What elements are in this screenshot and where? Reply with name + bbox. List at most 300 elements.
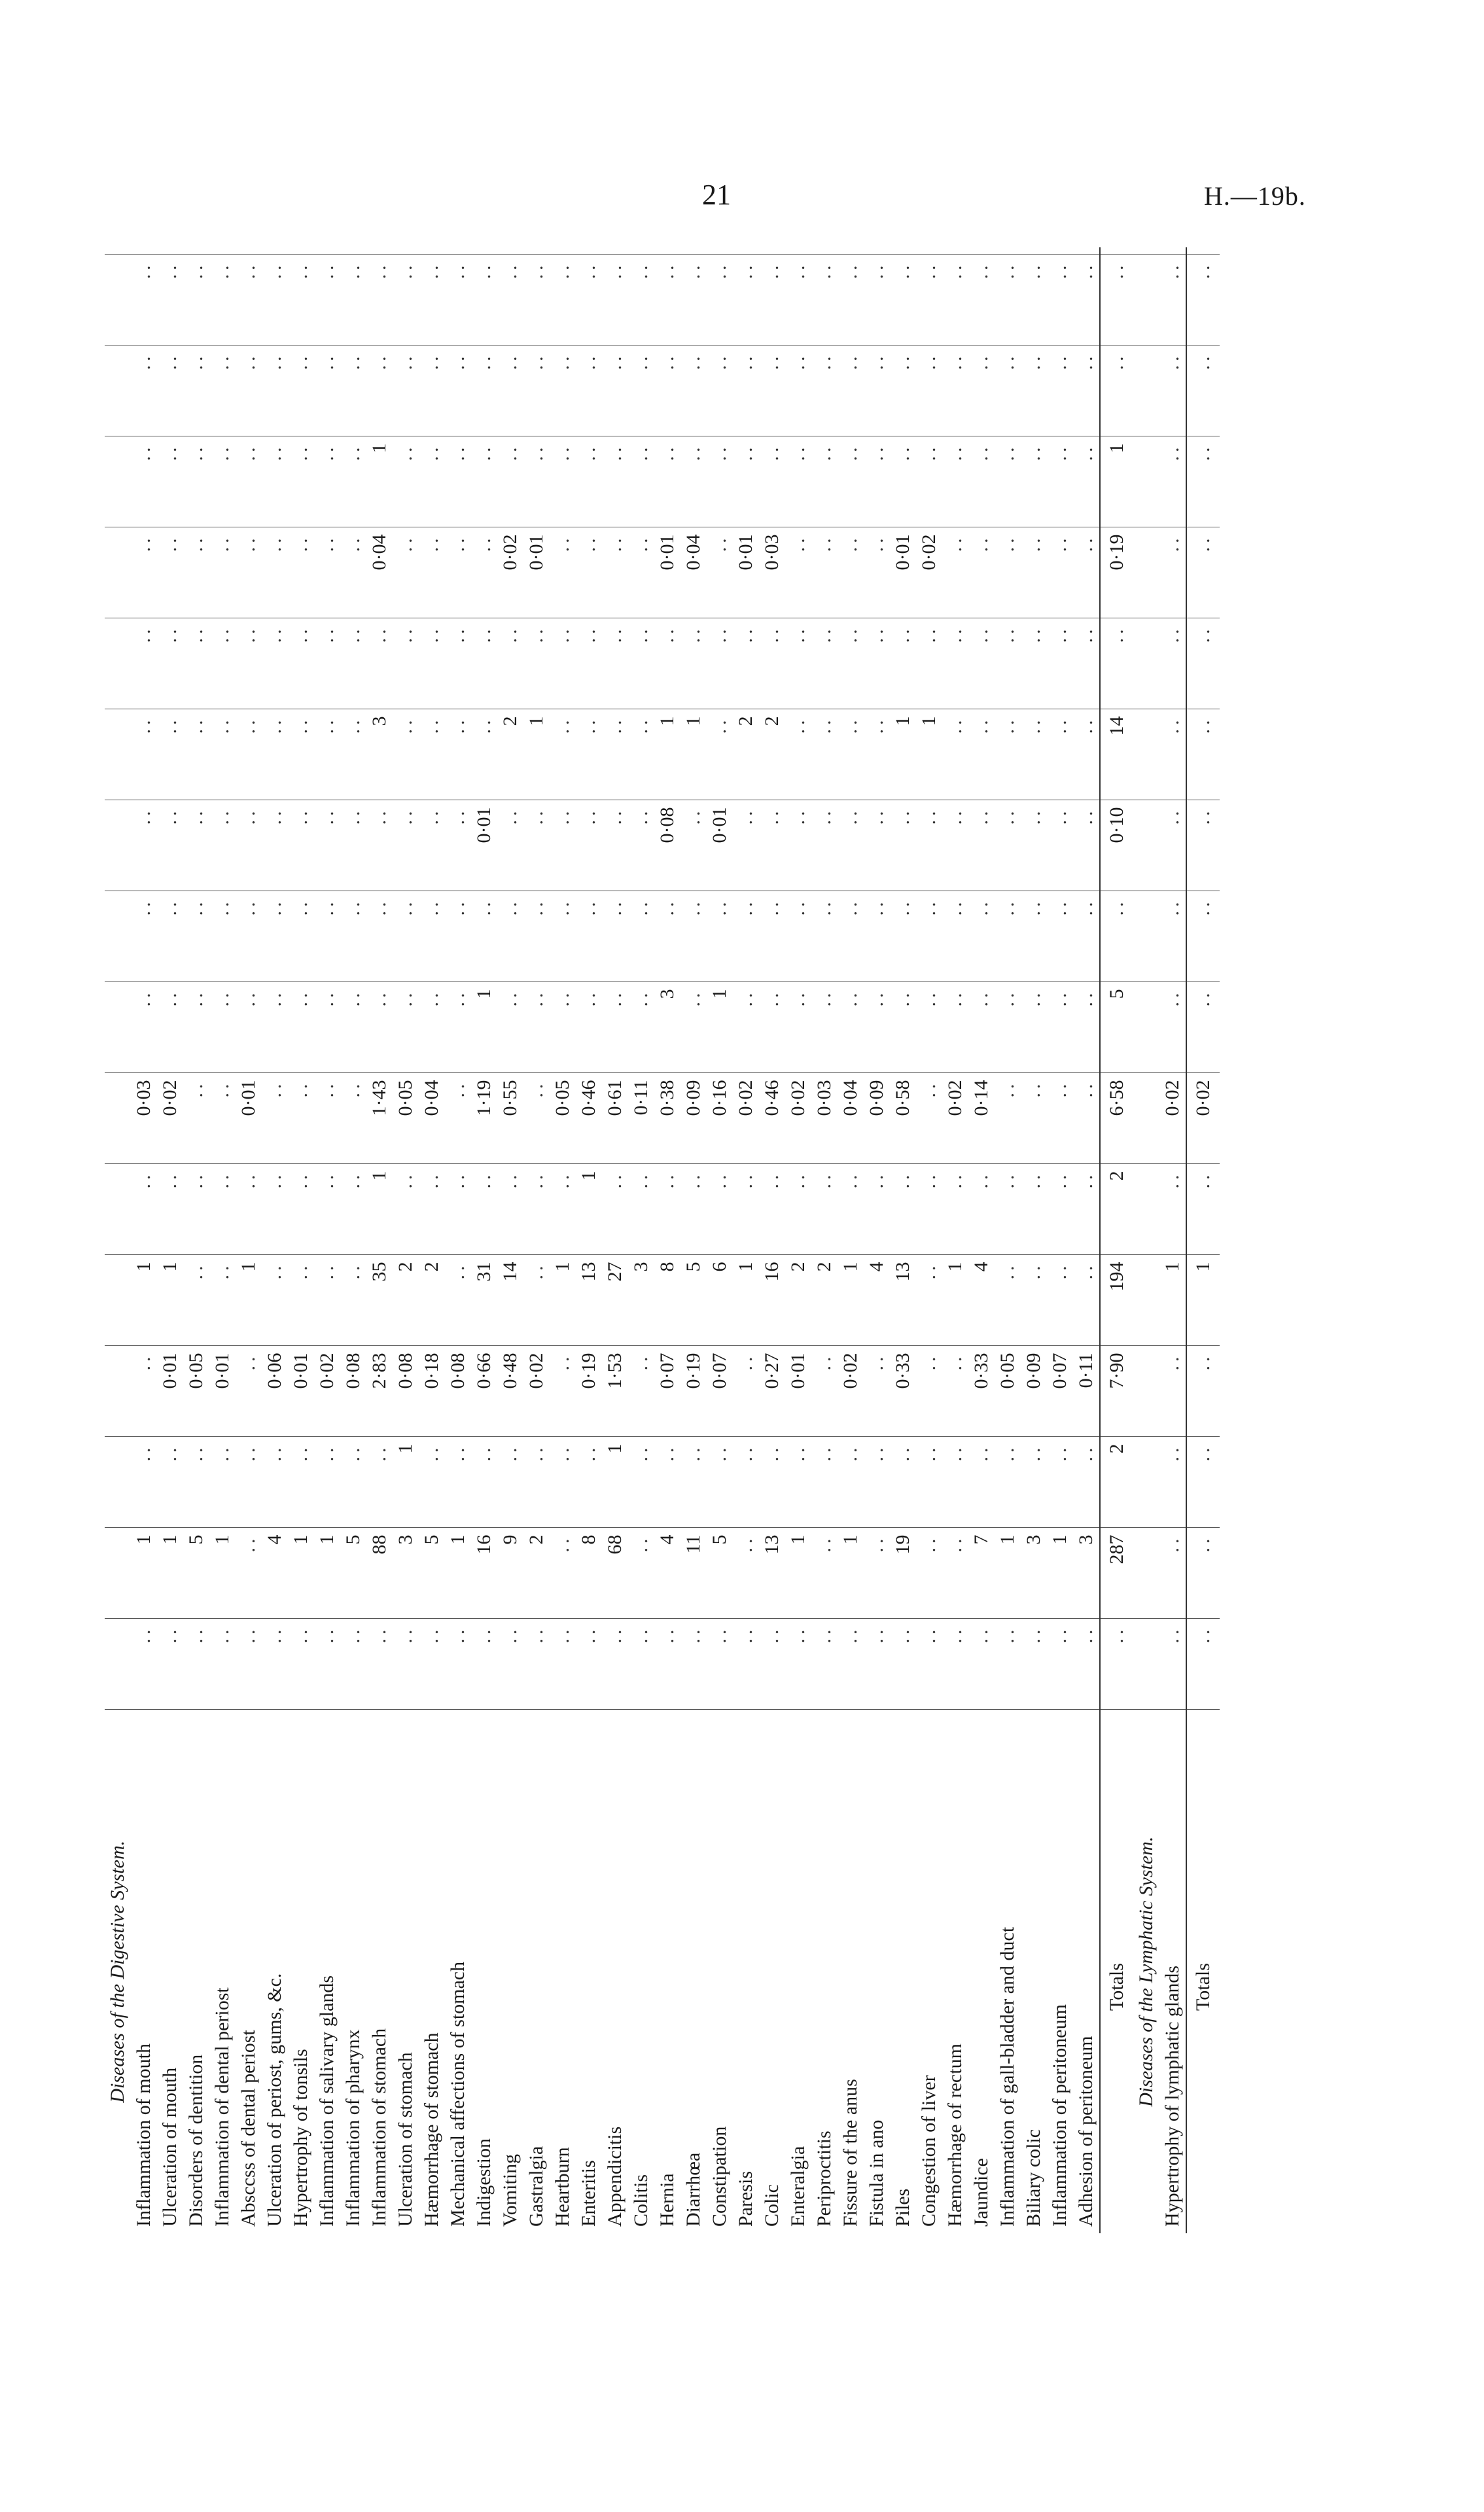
placeholder-dots: .. [630, 261, 652, 279]
value-cell: 68 [602, 1528, 628, 1619]
value-cell [707, 1619, 733, 1710]
value-cell [1073, 1437, 1100, 1528]
value-cell: 2 [733, 709, 759, 800]
value-cell [968, 527, 995, 618]
value-cell [680, 345, 707, 436]
placeholder-dots: .. [970, 1625, 992, 1644]
placeholder-dots: .. [473, 716, 495, 734]
value-cell: 0·48 [497, 1346, 523, 1437]
value-cell: 1 [157, 1255, 183, 1346]
value-cell: 1 [236, 1255, 262, 1346]
value-cell: 31 [471, 1255, 497, 1346]
value-cell [576, 1619, 602, 1710]
placeholder-dots: .. [892, 625, 913, 643]
placeholder-dots: .. [290, 625, 311, 643]
table-row [1047, 247, 1073, 2233]
placeholder-dots: .. [578, 1443, 599, 1462]
value-cell [550, 1346, 576, 1437]
value-cell [340, 436, 366, 527]
placeholder-dots: .. [761, 1171, 783, 1189]
placeholder-dots: .. [630, 989, 652, 1007]
value-cell [576, 891, 602, 982]
value-cell [785, 247, 811, 255]
value-cell [968, 800, 995, 891]
value-cell [236, 255, 262, 345]
value-cell [550, 436, 576, 527]
placeholder-dots: .. [1192, 1171, 1214, 1189]
value-cell [523, 982, 550, 1073]
value-cell: 0·33 [968, 1346, 995, 1437]
placeholder-dots: .. [709, 261, 730, 279]
table-row [890, 247, 916, 2233]
value-cell [1100, 618, 1133, 709]
placeholder-dots: .. [421, 625, 442, 643]
rotated-table-container [105, 247, 1387, 2233]
placeholder-dots: .. [944, 625, 966, 643]
section-heading: Diseases of the Digestive System. [107, 1840, 128, 2103]
value-cell: 16 [471, 1528, 497, 1619]
placeholder-dots: .. [1075, 261, 1097, 279]
value-cell: 0·19 [680, 1346, 707, 1437]
placeholder-dots: .. [839, 807, 861, 825]
placeholder-dots: .. [918, 1171, 940, 1189]
value-cell [1159, 891, 1186, 982]
placeholder-dots: .. [447, 1262, 468, 1280]
placeholder-dots: .. [656, 261, 678, 279]
value-cell: 1 [131, 1255, 157, 1346]
value-cell [995, 1255, 1021, 1346]
placeholder-dots: .. [761, 261, 783, 279]
placeholder-dots: .. [997, 989, 1018, 1007]
value-cell: 0·05 [183, 1346, 209, 1437]
placeholder-dots: .. [264, 716, 285, 734]
empty-cell [1133, 1619, 1159, 1710]
placeholder-dots: .. [682, 989, 704, 1007]
placeholder-dots: .. [185, 989, 207, 1007]
placeholder-dots: .. [735, 898, 756, 916]
table-row [811, 247, 838, 2233]
value-cell [445, 1164, 471, 1255]
value-cell [576, 247, 602, 255]
placeholder-dots: .. [761, 898, 783, 916]
placeholder-dots: .. [813, 625, 835, 643]
value-cell [183, 527, 209, 618]
placeholder-dots: .. [342, 1171, 364, 1189]
value-cell [942, 1346, 968, 1437]
value-cell: 2 [1100, 1164, 1133, 1255]
placeholder-dots: .. [1075, 807, 1097, 825]
value-cell [1073, 709, 1100, 800]
value-cell [680, 618, 707, 709]
value-cell [157, 527, 183, 618]
placeholder-dots: .. [682, 261, 704, 279]
value-cell [838, 1437, 864, 1528]
placeholder-dots: .. [839, 443, 861, 461]
value-cell [576, 436, 602, 527]
value-cell [236, 527, 262, 618]
placeholder-dots: .. [735, 625, 756, 643]
value-cell [628, 891, 654, 982]
value-cell [445, 436, 471, 527]
placeholder-dots: .. [892, 989, 913, 1007]
disease-statistics-table [105, 247, 1220, 2233]
row-label: Colitis [630, 2174, 652, 2227]
placeholder-dots: .. [264, 443, 285, 461]
placeholder-dots: .. [447, 1171, 468, 1189]
value-cell: 1 [654, 709, 680, 800]
placeholder-dots: .. [1049, 261, 1070, 279]
placeholder-dots: .. [656, 625, 678, 643]
value-cell [811, 1437, 838, 1528]
value-cell: 1 [602, 1437, 628, 1528]
placeholder-dots: .. [1023, 1262, 1044, 1280]
value-cell [628, 1619, 654, 1710]
placeholder-dots: .. [447, 989, 468, 1007]
value-cell [864, 255, 890, 345]
value-cell [968, 709, 995, 800]
value-cell [471, 891, 497, 982]
placeholder-dots: .. [813, 1171, 835, 1189]
empty-cell [105, 618, 131, 709]
value-cell [419, 247, 445, 255]
placeholder-dots: .. [525, 443, 547, 461]
value-cell: 2 [811, 1255, 838, 1346]
placeholder-dots: .. [316, 716, 338, 734]
value-cell: 194 [1100, 1255, 1133, 1346]
value-cell [445, 1255, 471, 1346]
value-cell [288, 436, 314, 527]
placeholder-dots: .. [264, 1080, 285, 1098]
value-cell: 1 [157, 1528, 183, 1619]
value-cell [1159, 255, 1186, 345]
value-cell [576, 709, 602, 800]
placeholder-dots: .. [630, 352, 652, 370]
value-cell [602, 800, 628, 891]
placeholder-dots: .. [264, 1625, 285, 1644]
placeholder-dots: .. [159, 716, 181, 734]
placeholder-dots: .. [997, 1171, 1018, 1189]
value-cell: 7·90 [1100, 1346, 1133, 1437]
placeholder-dots: .. [421, 1625, 442, 1644]
placeholder-dots: .. [1161, 1171, 1183, 1189]
row-label: Constipation [709, 2126, 730, 2227]
value-cell: 0·14 [968, 1073, 995, 1164]
value-cell [811, 527, 838, 618]
placeholder-dots: .. [1075, 1443, 1097, 1462]
row-label: Inflammation of gall-bladder and duct [997, 1926, 1018, 2227]
value-cell [209, 436, 236, 527]
placeholder-dots: .. [970, 1171, 992, 1189]
value-cell [497, 345, 523, 436]
placeholder-dots: .. [892, 898, 913, 916]
value-cell [759, 1437, 785, 1528]
placeholder-dots: .. [342, 625, 364, 643]
value-cell: 0·01 [890, 527, 916, 618]
value-cell [968, 255, 995, 345]
placeholder-dots: .. [264, 1262, 285, 1280]
placeholder-dots: .. [944, 807, 966, 825]
value-cell [340, 891, 366, 982]
value-cell [811, 436, 838, 527]
placeholder-dots: .. [525, 989, 547, 1007]
placeholder-dots: .. [997, 716, 1018, 734]
placeholder-dots: .. [185, 1443, 207, 1462]
placeholder-dots: .. [159, 443, 181, 461]
value-cell [602, 982, 628, 1073]
value-cell [1159, 1164, 1186, 1255]
placeholder-dots: .. [552, 352, 573, 370]
value-cell: 0·05 [995, 1346, 1021, 1437]
placeholder-dots: .. [395, 807, 416, 825]
value-cell [995, 709, 1021, 800]
placeholder-dots: .. [421, 1171, 442, 1189]
value-cell [602, 891, 628, 982]
value-cell [288, 800, 314, 891]
value-cell: 1 [890, 709, 916, 800]
table-row [236, 247, 262, 2233]
row-label: Fistula in ano [866, 2119, 887, 2227]
value-cell [811, 345, 838, 436]
placeholder-dots: .. [421, 1443, 442, 1462]
placeholder-dots: .. [709, 352, 730, 370]
value-cell [838, 709, 864, 800]
value-cell: 0·03 [811, 1073, 838, 1164]
value-cell: 1 [445, 1528, 471, 1619]
value-cell [523, 345, 550, 436]
placeholder-dots: .. [1161, 352, 1183, 370]
placeholder-dots: .. [1106, 898, 1127, 916]
value-cell: 2 [759, 709, 785, 800]
placeholder-dots: .. [264, 1443, 285, 1462]
placeholder-dots: .. [316, 898, 338, 916]
value-cell [366, 255, 393, 345]
placeholder-dots: .. [1106, 261, 1127, 279]
placeholder-dots: .. [761, 352, 783, 370]
placeholder-dots: .. [813, 1443, 835, 1462]
value-cell [523, 891, 550, 982]
placeholder-dots: .. [866, 1353, 887, 1371]
placeholder-dots: .. [316, 1625, 338, 1644]
placeholder-dots: .. [185, 807, 207, 825]
value-cell [1021, 618, 1047, 709]
value-cell [183, 800, 209, 891]
value-cell [288, 345, 314, 436]
value-cell [262, 1619, 288, 1710]
placeholder-dots: .. [316, 443, 338, 461]
placeholder-dots: .. [997, 1625, 1018, 1644]
placeholder-dots: .. [473, 352, 495, 370]
value-cell [314, 247, 340, 255]
placeholder-dots: .. [761, 989, 783, 1007]
value-cell: 4 [262, 1528, 288, 1619]
placeholder-dots: .. [211, 1080, 233, 1098]
value-cell: 1 [550, 1255, 576, 1346]
placeholder-dots: .. [866, 1534, 887, 1553]
placeholder-dots: .. [159, 534, 181, 552]
value-cell: 1 [131, 1528, 157, 1619]
value-cell [393, 527, 419, 618]
placeholder-dots: .. [185, 716, 207, 734]
placeholder-dots: .. [211, 1443, 233, 1462]
value-cell: 0·10 [1100, 800, 1133, 891]
placeholder-dots: .. [787, 1625, 809, 1644]
value-cell [131, 800, 157, 891]
placeholder-dots: .. [709, 1443, 730, 1462]
value-cell: 0·04 [680, 527, 707, 618]
value-cell [236, 709, 262, 800]
placeholder-dots: .. [709, 716, 730, 734]
value-cell [183, 1073, 209, 1164]
placeholder-dots: .. [1075, 898, 1097, 916]
value-cell [811, 255, 838, 345]
placeholder-dots: .. [525, 1262, 547, 1280]
row-label: Inflammation of stomach [368, 2028, 390, 2227]
value-cell [968, 891, 995, 982]
placeholder-dots: .. [473, 625, 495, 643]
value-cell [288, 982, 314, 1073]
value-cell [236, 800, 262, 891]
value-cell [628, 1528, 654, 1619]
placeholder-dots: .. [944, 1443, 966, 1462]
value-cell [995, 345, 1021, 436]
placeholder-dots: .. [421, 443, 442, 461]
placeholder-dots: .. [473, 443, 495, 461]
placeholder-dots: .. [1161, 625, 1183, 643]
value-cell [523, 436, 550, 527]
value-cell: 19 [890, 1528, 916, 1619]
placeholder-dots: .. [238, 1534, 259, 1553]
placeholder-dots: .. [290, 443, 311, 461]
value-cell [916, 618, 942, 709]
value-cell [680, 1437, 707, 1528]
value-cell: 0·05 [393, 1073, 419, 1164]
value-cell: 0·02 [785, 1073, 811, 1164]
value-cell [445, 618, 471, 709]
placeholder-dots: .. [159, 1625, 181, 1644]
value-cell [759, 345, 785, 436]
empty-cell [105, 345, 131, 436]
placeholder-dots: .. [447, 1625, 468, 1644]
placeholder-dots: .. [918, 1353, 940, 1371]
placeholder-dots: .. [133, 1625, 154, 1644]
value-cell [523, 1164, 550, 1255]
value-cell [1073, 1255, 1100, 1346]
placeholder-dots: .. [970, 989, 992, 1007]
placeholder-dots: .. [630, 1171, 652, 1189]
table-row [471, 247, 497, 2233]
value-cell [366, 1437, 393, 1528]
value-cell [628, 800, 654, 891]
value-cell: 0·46 [576, 1073, 602, 1164]
value-cell [340, 345, 366, 436]
table-row [864, 247, 890, 2233]
placeholder-dots: .. [866, 443, 887, 461]
value-cell [759, 436, 785, 527]
placeholder-dots: .. [447, 1443, 468, 1462]
value-cell [968, 1437, 995, 1528]
placeholder-dots: .. [133, 261, 154, 279]
placeholder-dots: .. [211, 625, 233, 643]
value-cell [1186, 800, 1220, 891]
placeholder-dots: .. [604, 261, 626, 279]
value-cell [602, 618, 628, 709]
value-cell [995, 436, 1021, 527]
placeholder-dots: .. [421, 898, 442, 916]
placeholder-dots: .. [1161, 989, 1183, 1007]
value-cell [628, 1346, 654, 1437]
value-cell [262, 1255, 288, 1346]
placeholder-dots: .. [525, 352, 547, 370]
value-cell [1021, 1437, 1047, 1528]
placeholder-dots: .. [918, 352, 940, 370]
empty-cell [1133, 1164, 1159, 1255]
placeholder-dots: .. [682, 1171, 704, 1189]
value-cell [811, 709, 838, 800]
value-cell [471, 1437, 497, 1528]
value-cell [523, 1255, 550, 1346]
placeholder-dots: .. [997, 807, 1018, 825]
value-cell [707, 891, 733, 982]
value-cell [236, 1619, 262, 1710]
placeholder-dots: .. [316, 1262, 338, 1280]
placeholder-dots: .. [839, 1443, 861, 1462]
value-cell [445, 1437, 471, 1528]
value-cell [680, 1164, 707, 1255]
empty-cell [105, 1437, 131, 1528]
placeholder-dots: .. [133, 443, 154, 461]
table-row [707, 247, 733, 2233]
table-row [654, 247, 680, 2233]
value-cell [262, 800, 288, 891]
placeholder-dots: .. [944, 443, 966, 461]
value-cell: 0·66 [471, 1346, 497, 1437]
table-row [340, 247, 366, 2233]
value-cell [811, 1528, 838, 1619]
row-label: Vomiting [499, 2153, 521, 2227]
placeholder-dots: .. [342, 352, 364, 370]
placeholder-dots: .. [238, 625, 259, 643]
value-cell: 0·07 [707, 1346, 733, 1437]
value-cell [366, 891, 393, 982]
table-row [550, 247, 576, 2233]
placeholder-dots: .. [892, 261, 913, 279]
value-cell: 1 [1186, 1255, 1220, 1346]
value-cell: 5 [183, 1528, 209, 1619]
value-cell [262, 891, 288, 982]
value-cell [445, 982, 471, 1073]
placeholder-dots: .. [1192, 1353, 1214, 1371]
placeholder-dots: .. [185, 352, 207, 370]
value-cell [1047, 709, 1073, 800]
value-cell [733, 1437, 759, 1528]
value-cell [314, 1255, 340, 1346]
value-cell: 0·02 [916, 527, 942, 618]
placeholder-dots: .. [892, 807, 913, 825]
value-cell [471, 618, 497, 709]
value-cell [1159, 247, 1186, 255]
placeholder-dots: .. [866, 352, 887, 370]
placeholder-dots: .. [709, 1625, 730, 1644]
placeholder-dots: .. [1192, 1625, 1214, 1644]
value-cell [262, 1164, 288, 1255]
placeholder-dots: .. [944, 261, 966, 279]
placeholder-dots: .. [944, 352, 966, 370]
placeholder-dots: .. [290, 1262, 311, 1280]
value-cell: 1 [366, 436, 393, 527]
placeholder-dots: .. [918, 807, 940, 825]
placeholder-dots: .. [944, 1353, 966, 1371]
placeholder-dots: .. [368, 261, 390, 279]
